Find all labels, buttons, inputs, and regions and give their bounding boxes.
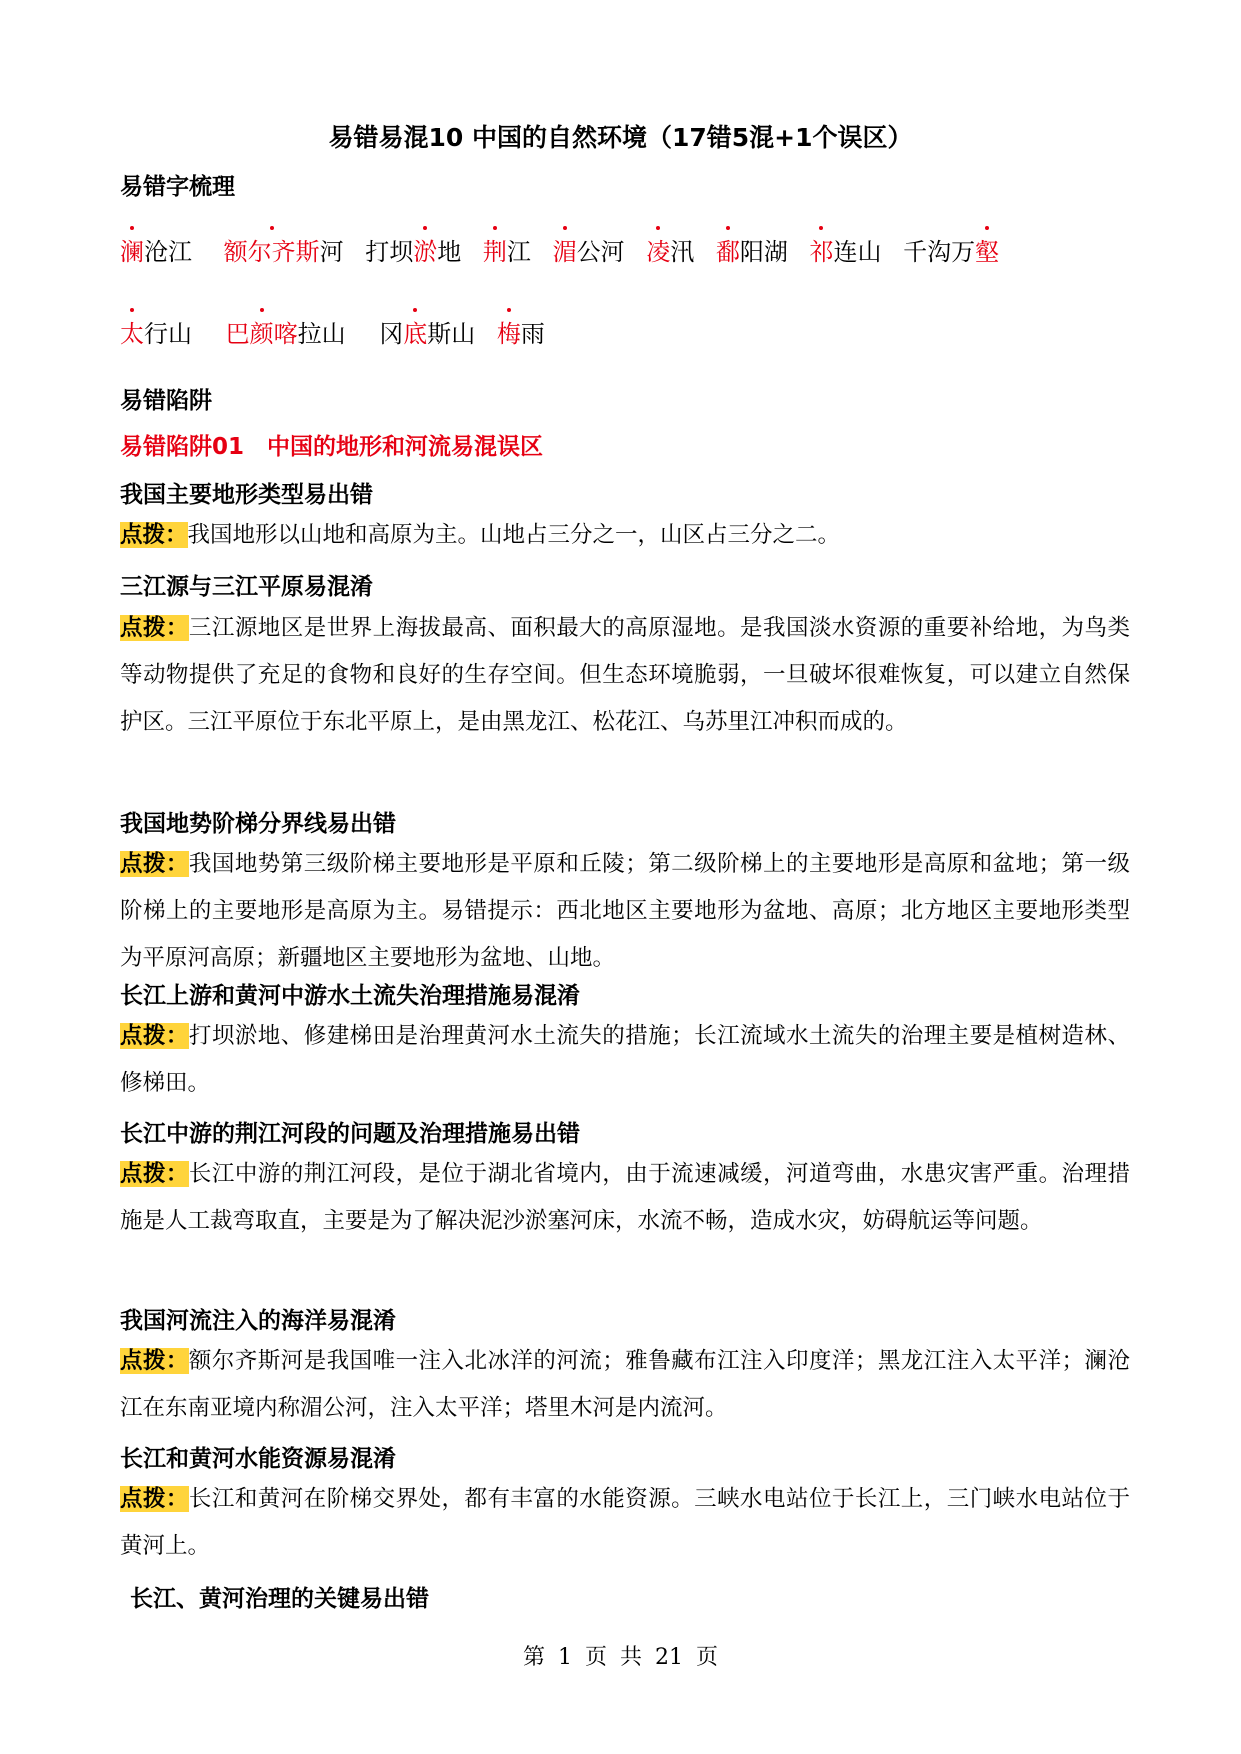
typo-word: 澜沧江 <box>120 232 192 267</box>
item-heading: 长江、黄河治理的关键易出错 <box>130 1586 429 1612</box>
typo-word: 太行山 <box>120 314 192 349</box>
typo-word: 额尔齐斯河 <box>224 232 344 267</box>
typo-word: 鄱阳湖 <box>716 232 788 267</box>
item-tip <box>120 1476 1130 1570</box>
tip-text: 长江和黄河在阶梯交界处，都有丰富的水能资源。三峡水电站位于长江上，三门峡水电站位于黄河上。 <box>120 1486 1130 1559</box>
document-title: 易错易混10 中国的自然环境（17错5混+1个误区） <box>328 123 913 152</box>
item-heading: 我国地势阶梯分界线易出错 <box>120 811 396 837</box>
tip-label: 点拨： <box>120 851 189 877</box>
typo-word: 祁连山 <box>809 232 881 267</box>
typo-word: 打坝淤地 <box>365 232 461 267</box>
tip-text: 打坝淤地、修建梯田是治理黄河水土流失的措施；长江流域水土流失的治理主要是植树造林、修梯田。 <box>120 1023 1130 1096</box>
item-heading: 长江上游和黄河中游水土流失治理措施易混淆 <box>120 983 580 1009</box>
item-heading: 我国主要地形类型易出错 <box>120 482 373 508</box>
typo-word: 荆江 <box>483 232 531 267</box>
typo-word: 巴颜喀拉山 <box>226 314 346 349</box>
trap-01-heading: 易错陷阱01 中国的地形和河流易混误区 <box>120 434 544 460</box>
tip-text: 我国地势第三级阶梯主要地形是平原和丘陵；第二级阶梯上的主要地形是高原和盆地；第一级阶梯上的主要地形是高原为主。易错提示：西北地区主要地形为盆地、高原；北方地区主要地形类型为平原河高原；新疆地区主要地形为盆地、山地。 <box>120 851 1130 971</box>
item-heading: 长江和黄河水能资源易混淆 <box>120 1446 396 1472</box>
tip-label: 点拨： <box>120 522 188 548</box>
item-heading: 我国河流注入的海洋易混淆 <box>120 1308 396 1334</box>
tip-label: 点拨： <box>120 1161 189 1187</box>
tip-text: 我国地形以山地和高原为主。山地占三分之一，山区占三分之二。 <box>187 522 841 548</box>
tip-label: 点拨： <box>120 615 189 641</box>
typo-row-2 <box>120 314 559 349</box>
item-heading: 三江源与三江平原易混淆 <box>120 574 373 600</box>
typo-word: 梅雨 <box>497 314 545 349</box>
tip-label: 点拨： <box>120 1486 189 1512</box>
tip-label: 点拨： <box>120 1023 189 1049</box>
trap-heading: 易错陷阱 <box>120 388 212 414</box>
tip-text: 长江中游的荆江河段，是位于湖北省境内，由于流速减缓，河道弯曲，水患灾害严重。治理措施是人工裁弯取直，主要是为了解决泥沙淤塞河床，水流不畅，造成水灾，妨碍航运等问题。 <box>120 1161 1130 1234</box>
item-tip <box>120 512 1130 559</box>
item-tip <box>120 1338 1130 1432</box>
item-tip <box>120 1013 1130 1107</box>
item-tip <box>120 605 1130 746</box>
typo-word: 湄公河 <box>553 232 625 267</box>
tip-text: 三江源地区是世界上海拔最高、面积最大的高原湿地。是我国淡水资源的重要补给地，为鸟类等动物提供了充足的食物和良好的生存空间。但生态环境脆弱，一旦破坏很难恢复，可以建立自然保护区。三江平原位于东北平原上，是由黑龙江、松花江、乌苏里江冲积而成的。 <box>120 615 1130 735</box>
typo-word: 冈底斯山 <box>379 314 475 349</box>
typo-word: 千沟万壑 <box>903 232 999 267</box>
item-tip <box>120 1151 1130 1245</box>
item-tip <box>120 841 1130 982</box>
item-heading: 长江中游的荆江河段的问题及治理措施易出错 <box>120 1121 580 1147</box>
tip-text: 额尔齐斯河是我国唯一注入北冰洋的河流；雅鲁藏布江注入印度洋；黑龙江注入太平洋；澜沧江在东南亚境内称湄公河，注入太平洋；塔里木河是内流河。 <box>120 1348 1130 1421</box>
tip-label: 点拨： <box>120 1348 189 1374</box>
typo-word: 凌汛 <box>646 232 694 267</box>
page-footer: 第 1 页 共 21 页 <box>523 1645 718 1670</box>
typo-section-heading: 易错字梳理 <box>120 174 235 200</box>
typo-row-1 <box>120 232 1013 267</box>
